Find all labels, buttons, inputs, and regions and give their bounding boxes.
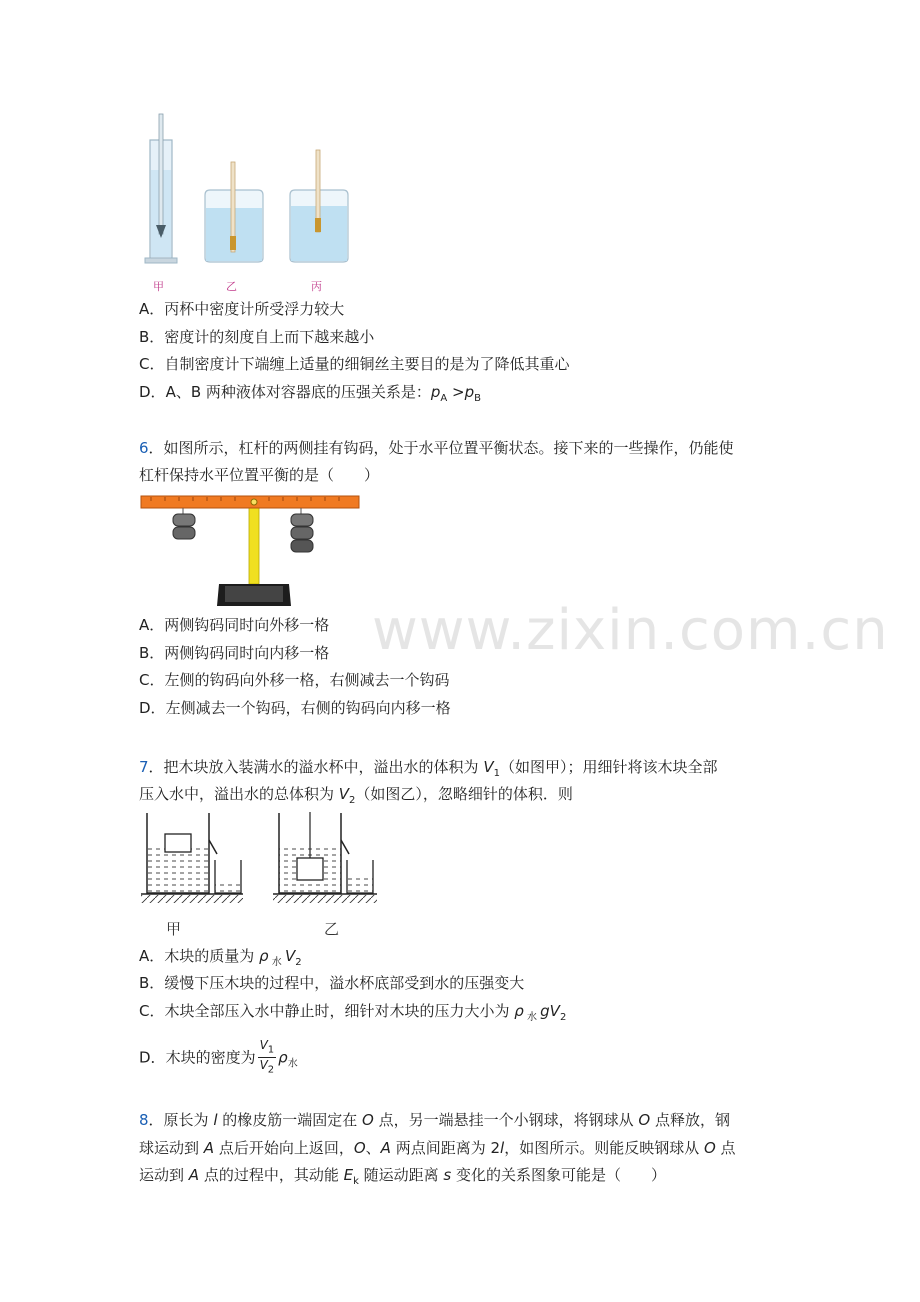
option-text: 左侧减去一个钩码，右侧的钩码向内移一格 [165,699,451,717]
option-letter: B． [139,328,165,346]
volume-symbol: V [483,758,494,776]
q6-stem-line1 [139,437,734,459]
pressure-symbol: p [464,383,475,401]
option-letter: B． [139,644,165,662]
fraction-numerator: $V_1$ [258,1038,277,1058]
option-letter: A． [139,300,165,318]
option-text: 木块的质量为 [164,947,260,965]
option-text: 左侧的钩码向外移一格，右侧减去一个钩码 [164,671,450,689]
q6-option-c [139,669,450,691]
stem-text: ．把木块放入装满水的溢水杯中，溢出水的体积为 [148,758,484,776]
q7-stem-line2 [139,783,573,812]
subscript: 水 [268,957,285,968]
watermark: www.zixin.com.cn [372,598,889,663]
option-letter: C． [139,355,165,373]
stem-text: ．如图所示，杠杆的两侧挂有钩码，处于水平位置平衡状态。接下来的一些操作，仍能使 [148,439,734,457]
q6-option-d [139,697,451,719]
q8-stem-line3: 运动到 A 点的过程中，其动能 $E_k$ 随运动距离 s 变化的关系图象可能是（ ） [139,1166,667,1187]
q6-option-b [139,642,329,664]
subscript: 2 [559,1012,567,1023]
option-letter: A． [139,616,165,634]
pressure-symbol: p [430,383,441,401]
rho-symbol: ρ [278,1048,288,1067]
subscript: 水 [287,1058,298,1070]
q7-option-d [139,1038,298,1078]
volume-symbol: V [284,947,296,965]
fraction-denominator: $V_2$ [259,1058,275,1076]
lever-figure [139,488,364,610]
option-text: 两侧钩码同时向外移一格 [164,616,330,634]
subscript-a: A [440,393,448,404]
option-letter: C． [139,1002,165,1020]
option-text: 自制密度计下端缠上适量的细铜丝主要目的是为了降低其重心 [164,355,570,373]
q5-option-d [139,381,481,410]
figure-label-bing: 丙 [311,280,322,293]
subscript-b: B [474,393,482,404]
rho-symbol: ρ [259,947,269,965]
option-letter: A． [139,947,165,965]
option-letter: D． [139,699,166,717]
q8-stem-line1: 8．原长为 l 的橡皮筋一端固定在 O 点，另一端悬挂一个小钢球，将钢球从 O 点释放，钢 [139,1111,730,1129]
stem-text: 杠杆保持水平位置平衡的是（ ） [139,466,380,484]
figure-label-yi: 乙 [324,920,340,938]
stem-text: （如图甲）；用细针将该木块全部 [499,758,718,776]
option-text: 密度计的刻度自上而下越来越小 [164,328,375,346]
q6-stem-line2 [139,464,379,486]
greater-than: > [447,383,465,401]
subscript: 2 [349,795,356,806]
question-number: 6 [139,439,149,457]
q8-stem-line2: 球运动到 A 点后开始向上返回，O、A 两点间距离为 2l，如图所示。则能反映钢球从 O 点 [139,1139,736,1157]
option-text: 丙杯中密度计所受浮力较大 [164,300,345,318]
option-text: 缓慢下压木块的过程中，溢水杯底部受到水的压强变大 [164,974,525,992]
subscript: 水 [523,1012,541,1023]
subscript: 2 [295,957,302,968]
option-text: 木块全部压入水中静止时，细针对木块的压力大小为 [164,1002,515,1020]
question-number: 7 [139,758,149,776]
figure-label-yi: 乙 [226,280,237,293]
density-fraction [258,1038,277,1078]
option-text: A、B 两种液体对容器底的压强关系是： [165,383,431,401]
q6-option-a [139,614,329,636]
q7-option-b [139,972,524,994]
overflow-cup-figure [139,810,384,910]
option-letter: C． [139,671,165,689]
figure-label-jia: 甲 [153,280,164,293]
q7-option-a [139,945,302,974]
stem-text: （如图乙），忽略细针的体积．则 [355,785,573,803]
volume-symbol: V [338,785,350,803]
option-text: 两侧钩码同时向内移一格 [164,644,330,662]
q7-option-c [139,1000,566,1029]
q5-option-c [139,353,570,375]
question-number: 8 [139,1111,149,1129]
q5-option-a [139,298,344,320]
gv-symbol: gV [540,1002,560,1020]
q5-option-b [139,326,374,348]
option-text: 木块的密度为 [165,1048,256,1067]
stem-text: 压入水中，溢出水的总体积为 [139,785,339,803]
option-letter: D． [139,383,166,401]
option-letter: B． [139,974,165,992]
option-letter: D． [139,1048,166,1067]
subscript: 1 [493,768,500,779]
rho-symbol: ρ [514,1002,524,1020]
density-meter-figure [140,110,360,270]
q7-stem-line1 [139,756,717,785]
figure-label-jia: 甲 [166,920,182,938]
